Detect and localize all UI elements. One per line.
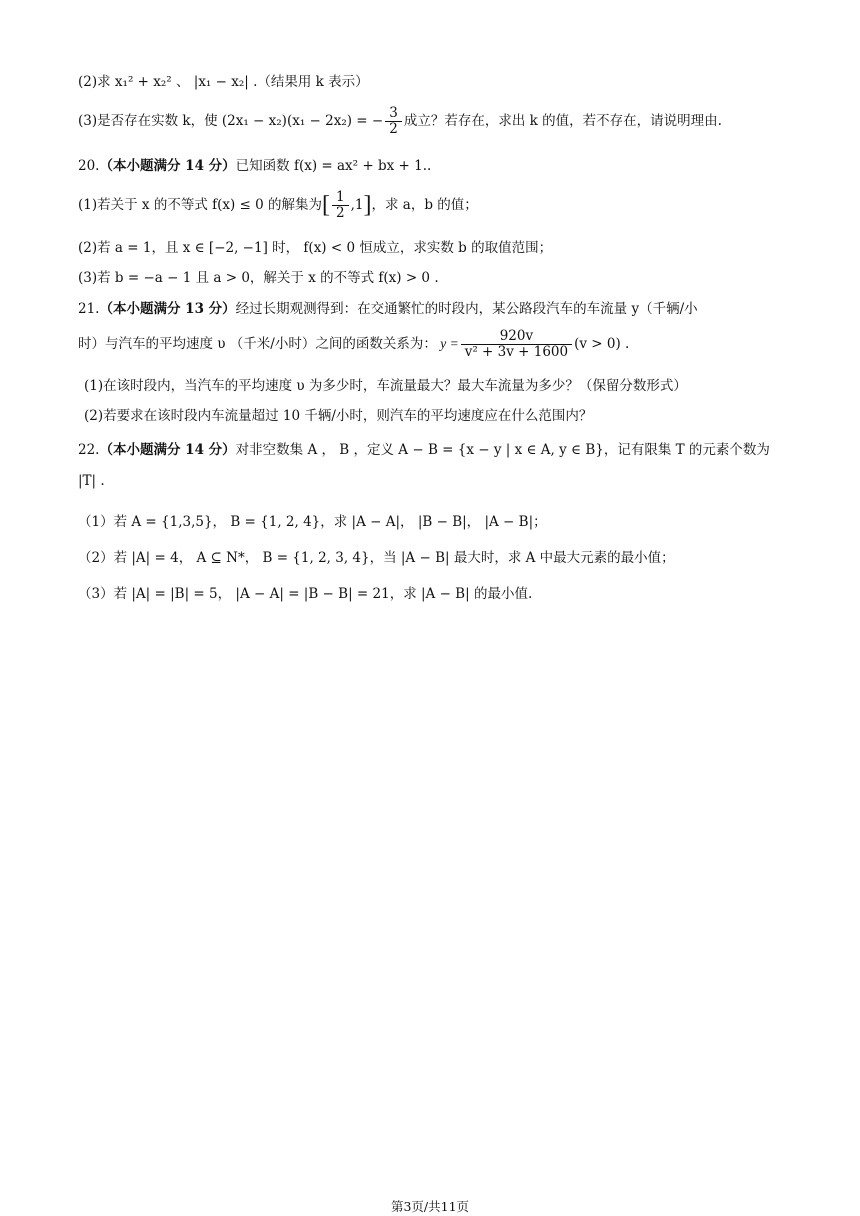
q20-part1-text-b: ，求 a，b 的值； [371,197,478,213]
page-footer: 第3页/共11页 [390,1199,470,1214]
interval-tail: ,1 [350,197,364,213]
q22-part3: （3）若 |A| = |B| = 5， |A − A| = |B − B| = 21，求 |A − B| 的最小值. [78,586,533,602]
q22-line2: |T| . [78,473,105,489]
q20-header [78,154,431,174]
fraction-numerator: 3 [385,106,402,122]
q19-part3-text-a: (3)是否存在实数 k，使 (2x₁ − x₂)(x₁ − 2x₂) = − [78,113,384,129]
fraction-denominator: 2 [336,205,345,221]
question-number: 22. [78,442,100,458]
q21-line2 [78,329,629,360]
q21-line2-text: 时）与汽车的平均速度 υ （千米/小时）之间的函数关系为： [78,336,437,352]
q22-part1: （1）若 A = {1,3,5}， B = {1, 2, 4}，求 |A − A|， |B − B|， |A − B|； [78,514,547,530]
question-points: （本小题满分 14 分） [99,158,236,174]
fraction-flow-formula [461,329,572,360]
question-points: （本小题满分 14 分） [99,442,236,458]
question-points: （本小题满分 13 分） [99,301,236,317]
question-text: 经过长期观测得到：在交通繁忙的时段内，某公路段汽车的车流量 y（千辆/小 [235,301,698,317]
q21-part2: (2)若要求在该时段内车流量超过 10 千辆/小时，则汽车的平均速度应在什么范围内？ [84,408,593,424]
fraction-denominator: 2 [389,121,398,137]
right-bracket: ] [363,192,372,218]
q21-part1: (1)在该时段内，当汽车的平均速度 υ 为多少时，车流量最大？最大车流量为多少？（保留分数形式） [84,378,687,394]
q19-part3 [78,106,722,137]
q19-part2: (2)求 x₁² + x₂² 、 |x₁ − x₂| .（结果用 k 表示） [78,74,369,90]
q22-part2: （2）若 |A| = 4， A ⊆ N*， B = {1, 2, 3, 4}，当 |A − B| 最大时，求 A 中最大元素的最小值； [78,550,675,566]
question-number: 20. [78,158,100,174]
q20-part1 [78,190,478,221]
question-text: 已知函数 f(x) = ax² + bx + 1.. [235,158,432,174]
q20-part3: (3)若 b = −a − 1 且 a > 0，解关于 x 的不等式 f(x) > 0 . [78,270,439,286]
fraction-numerator: 1 [332,190,349,206]
fraction-three-halves [385,106,402,137]
fraction-one-half [332,190,349,221]
q22-header [78,438,770,458]
question-text: 对非空数集 A ， B ，定义 A − B = {x − y | x ∈ A, y ∈ B}，记有限集 T 的元素个数为 [235,442,770,458]
q20-part1-text-a: (1)若关于 x 的不等式 f(x) ≤ 0 的解集为 [78,197,323,213]
q21-condition: (v > 0) . [574,336,630,352]
q21-header [78,297,698,317]
left-bracket: [ [322,192,331,218]
q21-y-equals: y = [436,336,459,351]
q19-part3-text-b: 成立？若存在，求出 k 的值，若不存在，请说明理由. [403,113,722,129]
fraction-numerator: 920v [461,329,572,345]
fraction-denominator: v² + 3v + 1600 [464,344,569,360]
question-number: 21. [78,301,100,317]
q20-part2: (2)若 a = 1，且 x ∈ [−2, −1] 时， f(x) < 0 恒成立，求实数 b 的取值范围； [78,240,553,256]
